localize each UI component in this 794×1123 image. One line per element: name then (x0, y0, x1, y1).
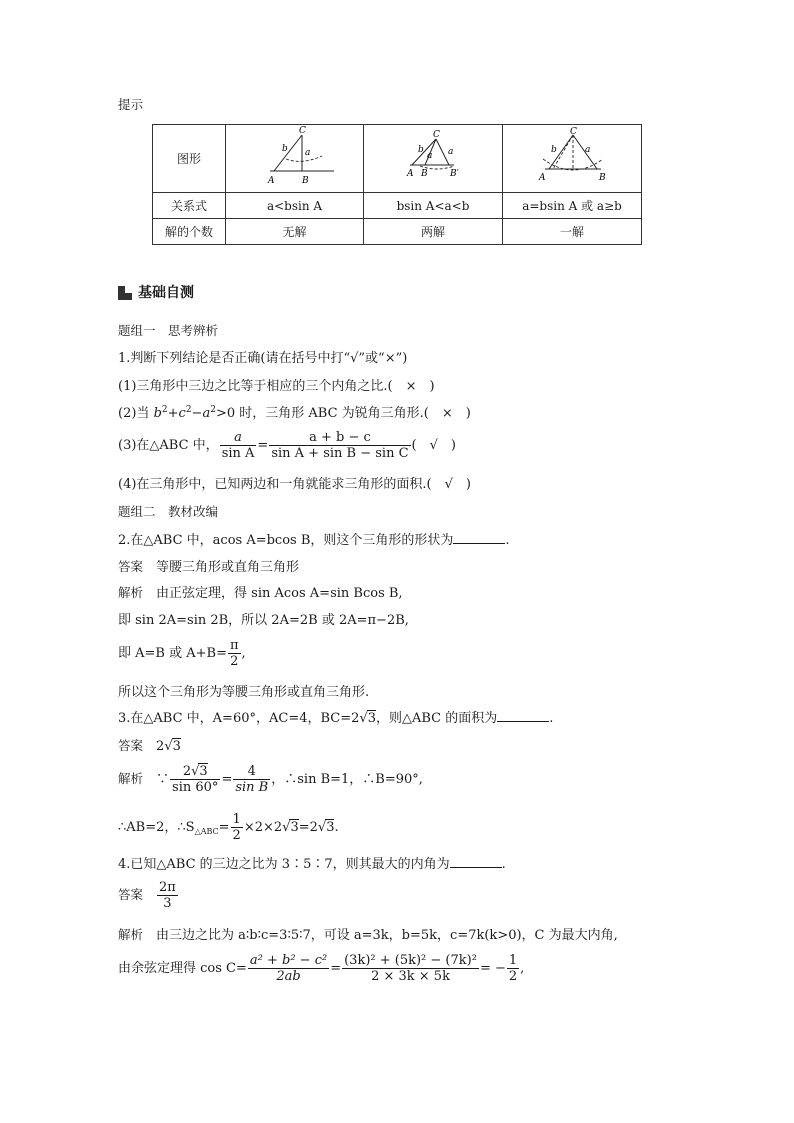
q3-answer-label: 答案 (118, 738, 144, 753)
hint-label: 提示 (118, 97, 144, 112)
fig1-label-b: b (282, 144, 288, 154)
triangle-figure-no-solution (226, 125, 363, 189)
fig3-label-a: a (585, 145, 591, 155)
fig2-label-a-inner: a (427, 151, 433, 161)
q3-answer-blank (497, 709, 549, 722)
q1-item3-eq: = (257, 438, 269, 453)
count-two-solutions: 两解 (364, 219, 503, 245)
q3-stem: 3.在△ABC 中，A=60°，AC=4，BC=2√3，则△ABC 的面积为 . (118, 711, 554, 726)
triangle-cases-table (152, 124, 642, 245)
q3-analysis-label: 解析 (118, 771, 144, 786)
q4-analysis-line2: 由余弦定理得 cos C= $\frac{\text{a² + b² − c²}}{2ab}$ = $\frac{\text{(3k)² + (5k)² − (7k)²}}{2 \times 3k \times 5k}$ = − $\frac{1}{2}$ , (118, 953, 525, 984)
q2-analysis-line3: 即 A=B 或 A+B= $\frac{\pi}{2}$ , (118, 638, 246, 669)
section-title: 基础自测 (138, 285, 194, 301)
q1-stem: 1.判断下列结论是否正确(请在括号中打“√”或“×”) (118, 351, 408, 366)
fig2-label-a-outer: a (448, 147, 454, 157)
fig2-label-a-vertex: A (407, 169, 414, 179)
q1-item3-prefix: (3)在△ABC 中， (118, 438, 219, 453)
row-header-figure: 图形 (153, 125, 226, 193)
count-one-solution: 一解 (503, 219, 642, 245)
q4-answer (118, 880, 179, 911)
relation-two-solutions: bsin A<a<b (364, 193, 503, 219)
figure-one-solution (503, 125, 642, 193)
q3-analysis-line1: 解析 ∵ $\frac{2√3}{\sin 60^\circ}$ = $\frac{4}{\text{sin B}}$ ，∴sin B=1，∴B=90°, (118, 764, 423, 795)
fig1-label-b-vertex: B (302, 176, 309, 186)
q1-item3 (118, 430, 456, 461)
fig2-label-b: b (418, 145, 424, 155)
q1-item3-frac-right: $\frac{a + b - c}{\text{sin A + sin B − sin C}}$ (271, 430, 409, 461)
fig2-label-b-prime: B′ (450, 169, 459, 179)
fig3-label-c: C (570, 127, 577, 137)
q2-answer-text: 等腰三角形或直角三角形 (156, 560, 300, 575)
q2-analysis-label: 解析 (118, 585, 144, 600)
q3-answer: 答案 2√3 (118, 738, 181, 754)
row-header-relation: 关系式 (153, 193, 226, 219)
table-row-count (153, 219, 642, 245)
q2-stem: 2.在△ABC 中，acos A=bcos B，则这个三角形的形状为 . (118, 533, 510, 548)
q2-stem-text: 2.在△ABC 中，acos A=bcos B，则这个三角形的形状为 (118, 533, 454, 548)
q1-item1: (1)三角形中三边之比等于相应的三个内角之比.( × ) (118, 379, 435, 394)
q2-answer (118, 558, 299, 577)
q2-frac-pi-over-2: $\frac{\pi}{2}$ (229, 638, 239, 669)
figure-two-solutions (364, 125, 503, 193)
q4-answer-frac: $\frac{2\pi}{3}$ (159, 880, 176, 911)
group1-title: 题组一 思考辨析 (118, 323, 219, 338)
table-row-relation (153, 193, 642, 219)
fig1-label-a: a (305, 148, 311, 158)
q1-item2-prefix: (2)当 (118, 406, 154, 421)
q4-answer-label: 答案 (118, 887, 144, 902)
q1-item2 (118, 405, 471, 423)
q3-frac-1: $\frac{2√3}{\sin 60^\circ}$ (172, 764, 219, 795)
q2-answer-label: 答案 (118, 559, 144, 574)
q1-item4: (4)在三角形中，已知两边和一角就能求三角形的面积.( √ ) (118, 477, 471, 492)
q4-analysis-label: 解析 (118, 927, 144, 942)
triangle-figure-one-solution (503, 125, 641, 189)
q4-frac-substituted: $\frac{\text{(3k)² + (5k)² − (7k)²}}{2 \times 3k \times 5k}$ (344, 953, 477, 984)
q4-frac-cosine-law: $\frac{\text{a² + b² − c²}}{2ab}$ (249, 953, 328, 984)
q3-frac-2: $\frac{4}{\text{sin B}}$ (235, 764, 269, 795)
fig3-label-b-vertex: B (599, 173, 606, 183)
fig2-label-c: C (433, 130, 440, 140)
fig3-label-b: b (551, 145, 557, 155)
relation-one-solution: a=bsin A 或 a≥b (503, 193, 642, 219)
fig1-label-a-vertex: A (268, 176, 275, 186)
count-no-solution: 无解 (226, 219, 364, 245)
section-marker-icon (118, 286, 132, 300)
q1-item2-suffix: 时，三角形 ABC 为锐角三角形.( × ) (235, 406, 471, 421)
q2-answer-blank (453, 531, 505, 544)
group2-title: 题组二 教材改编 (118, 504, 219, 519)
q3-frac-half: $\frac{1}{2}$ (232, 812, 241, 843)
fig1-label-c: C (299, 126, 306, 136)
triangle-figure-two-solutions (364, 125, 502, 189)
fig3-label-a-vertex: A (539, 173, 546, 183)
table-row-figure (153, 125, 642, 193)
q1-item3-frac-left: $\frac{a}{\text{sin A}}$ (221, 430, 255, 461)
q4-stem: 4.已知△ABC 的三边之比为 3∶5∶7，则其最大的内角为 . (118, 857, 506, 872)
q4-frac-result: $\frac{1}{2}$ (508, 953, 518, 984)
row-header-count: 解的个数 (153, 219, 226, 245)
figure-no-solution (226, 125, 364, 193)
q1-item2-condition: $b^2+c^2-a^2>0$ (153, 405, 236, 421)
relation-no-solution: a<bsin A (226, 193, 364, 219)
q2-analysis-line2: 即 sin 2A=sin 2B，所以 2A=2B 或 2A=π−2B, (118, 613, 409, 628)
q2-analysis-line4: 所以这个三角形为等腰三角形或直角三角形. (118, 685, 370, 700)
q2-analysis-line1: 解析 由正弦定理，得 sin Acos A=sin Bcos B, (118, 585, 403, 601)
fig2-label-b-vertex: B (421, 169, 428, 179)
q4-answer-blank (450, 855, 502, 868)
q1-item3-suffix: ( √ ) (411, 438, 456, 453)
q3-analysis-line2: ∴AB=2，$\therefore S_{\triangle ABC}=$ $\frac{1}{2}$ ×2×2√3=2√3. (118, 812, 339, 843)
q4-analysis-line1: 解析 由三边之比为 a∶b∶c=3∶5∶7，可设 a=3k，b=5k，c=7k(k>0)，C 为最大内角, (118, 927, 618, 943)
